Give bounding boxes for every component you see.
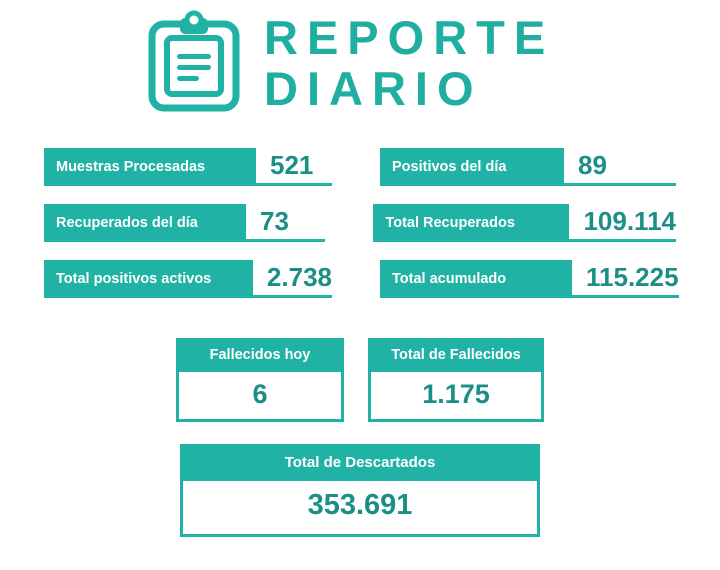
stat-label: Positivos del día [380, 148, 564, 186]
stat-box-value: 353.691 [180, 481, 540, 537]
stat-positivos-del-dia [380, 148, 676, 186]
stat-value: 89 [564, 148, 676, 186]
stat-value: 2.738 [253, 260, 332, 298]
stats-row-2 [0, 204, 720, 242]
clipboard-report-icon [140, 10, 248, 118]
title-line-diario: DIARIO [264, 62, 483, 115]
stat-box-value: 6 [176, 372, 344, 422]
stats-section [0, 148, 720, 537]
stats-boxes [0, 338, 720, 422]
stat-box-label: Total de Descartados [180, 444, 540, 481]
report-title [264, 11, 555, 115]
stat-muestras-procesadas [44, 148, 332, 186]
stat-label: Recuperados del día [44, 204, 246, 242]
stat-recuperados-del-dia [44, 204, 325, 242]
stat-value: 109.114 [569, 204, 676, 242]
stat-box-label: Fallecidos hoy [176, 338, 344, 372]
stat-value: 115.225 [572, 260, 679, 298]
stat-box-label: Total de Fallecidos [368, 338, 544, 372]
stat-box-total-de-descartados [180, 444, 540, 537]
stats-row-3 [0, 260, 720, 298]
stat-label: Total acumulado [380, 260, 572, 298]
stat-value: 73 [246, 204, 325, 242]
stat-label: Total Recuperados [373, 204, 569, 242]
stats-row-1 [0, 148, 720, 186]
stat-total-positivos-activos [44, 260, 332, 298]
stat-box-value: 1.175 [368, 372, 544, 422]
stat-total-recuperados [373, 204, 676, 242]
stat-label: Total positivos activos [44, 260, 253, 298]
stat-label: Muestras Procesadas [44, 148, 256, 186]
stat-value: 521 [256, 148, 332, 186]
stat-total-acumulado [380, 260, 679, 298]
stat-box-total-de-fallecidos [368, 338, 544, 422]
stat-box-fallecidos-hoy [176, 338, 344, 422]
report-header [0, 0, 720, 120]
title-line-reporte: REPORTE [264, 11, 555, 65]
